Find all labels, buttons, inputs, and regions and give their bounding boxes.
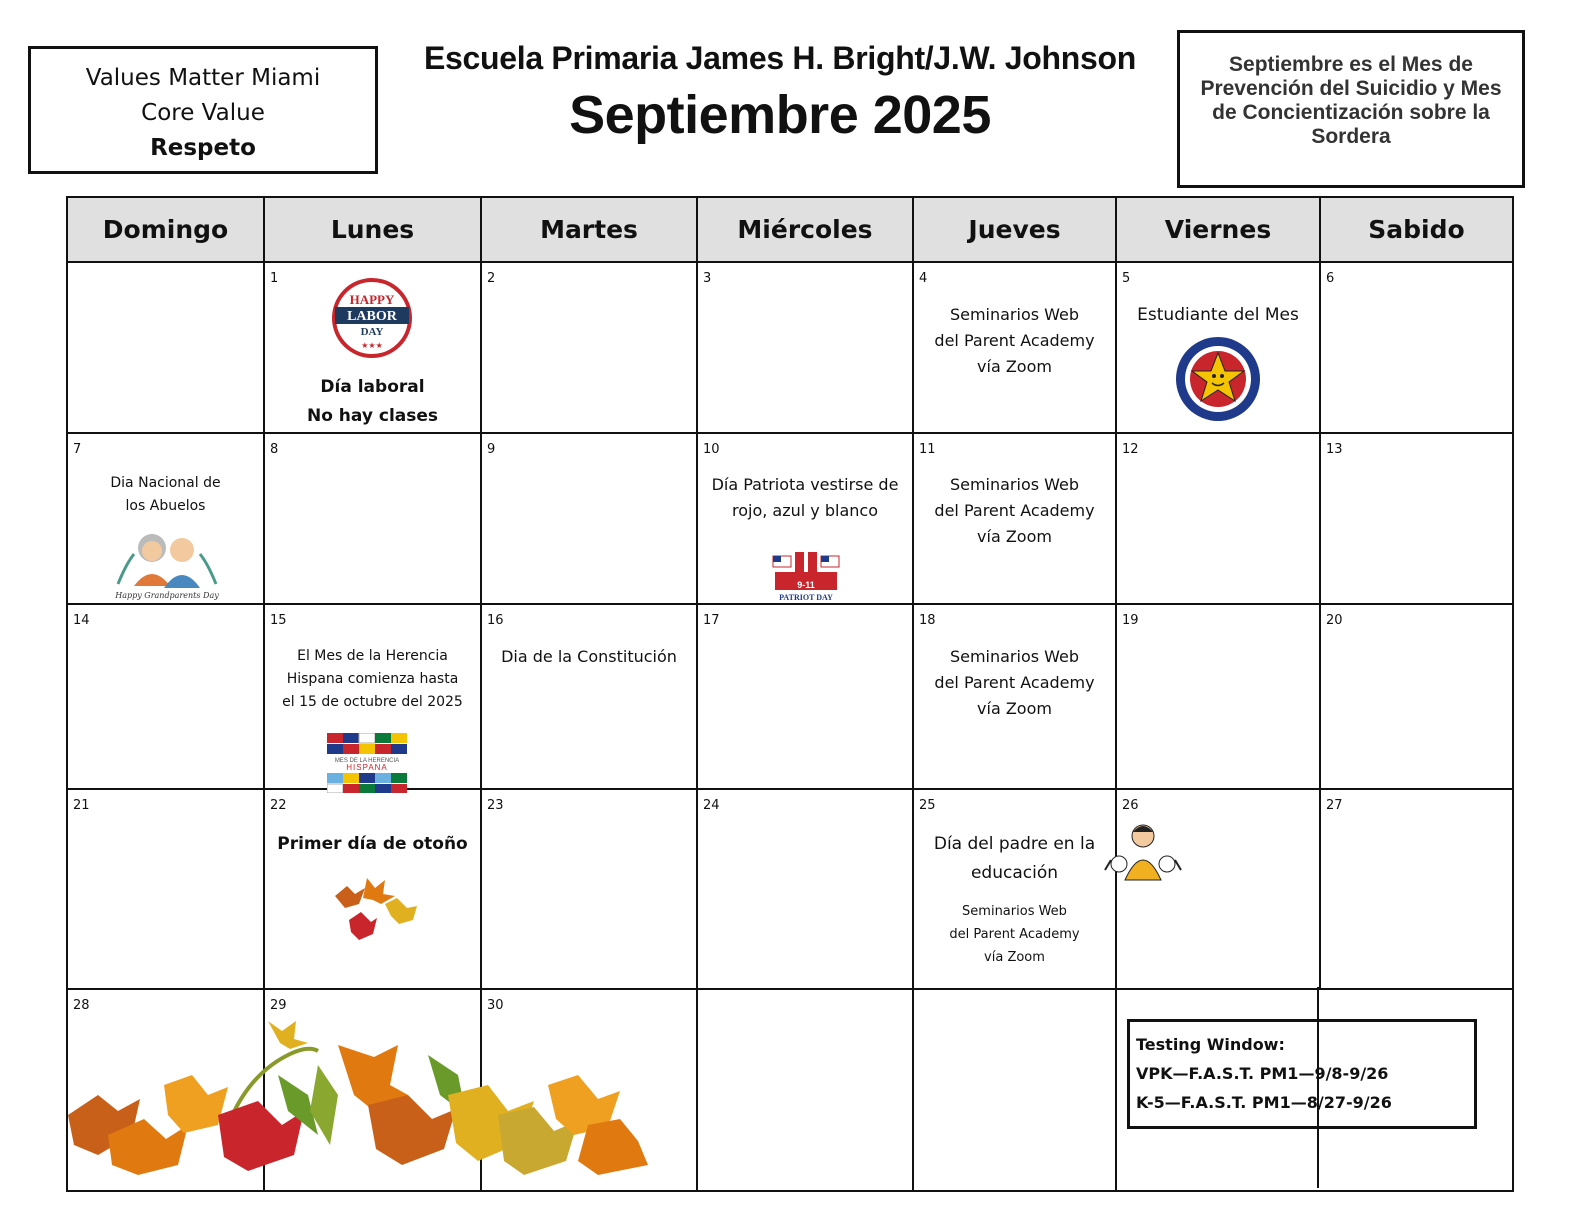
svg-text:LABOR: LABOR bbox=[347, 309, 397, 324]
patriot-line: rojo, azul y blanco bbox=[732, 501, 878, 520]
webinar-line: del Parent Academy bbox=[934, 331, 1095, 350]
autumn-first-day-label: Primer día de otoño bbox=[277, 834, 468, 854]
day-cell-12 bbox=[1116, 433, 1320, 604]
day-number: 11 bbox=[919, 442, 936, 457]
testing-window-vpk: VPK—F.A.S.T. PM1—9/8-9/26 bbox=[1136, 1064, 1389, 1083]
student-of-month-label: Estudiante del Mes bbox=[1137, 305, 1299, 325]
day-number: 7 bbox=[73, 442, 82, 457]
weekday-tuesday: Martes bbox=[481, 197, 697, 262]
father-line: educación bbox=[970, 863, 1059, 883]
day-cell-7 bbox=[67, 433, 264, 604]
no-classes-label: No hay clases bbox=[306, 406, 439, 426]
father-education-day-text bbox=[914, 830, 1115, 888]
day-number: 9 bbox=[487, 442, 496, 457]
autumn-leaves-border-icon bbox=[68, 1015, 650, 1177]
day-cell-empty bbox=[67, 262, 264, 433]
svg-text:PATRIOT DAY: PATRIOT DAY bbox=[779, 593, 833, 602]
month-title: Septiembre 2025 bbox=[569, 85, 991, 145]
grandparents-line: Dia Nacional de bbox=[110, 475, 221, 491]
day-number: 18 bbox=[919, 613, 936, 628]
day-number: 26 bbox=[1122, 798, 1139, 813]
day-number: 4 bbox=[919, 271, 928, 286]
day-cell-8 bbox=[264, 433, 481, 604]
webinar-line: Seminarios Web bbox=[962, 904, 1067, 919]
day-cell-27 bbox=[1320, 789, 1513, 989]
testing-window-box bbox=[1127, 1019, 1477, 1129]
day-cell-23 bbox=[481, 789, 697, 989]
weekday-header-row bbox=[67, 197, 1513, 262]
day-cell-4 bbox=[913, 262, 1116, 433]
webinar-line: Seminarios Web bbox=[949, 647, 1080, 666]
week-row bbox=[67, 433, 1513, 604]
labor-day-text bbox=[265, 373, 480, 431]
webinar-line: del Parent Academy bbox=[934, 673, 1095, 692]
svg-text:DAY: DAY bbox=[360, 326, 384, 338]
father-line: Día del padre en la bbox=[933, 834, 1096, 854]
webinar-line: vía Zoom bbox=[977, 527, 1052, 546]
hispanic-line: el 15 de octubre del 2025 bbox=[282, 694, 463, 710]
day-cell-5 bbox=[1116, 262, 1320, 433]
hispanic-flags-icon bbox=[327, 733, 407, 793]
day-number: 6 bbox=[1326, 271, 1335, 286]
webinar-line: Seminarios Web bbox=[949, 305, 1080, 324]
webinar-line: del Parent Academy bbox=[949, 927, 1080, 942]
day-number: 13 bbox=[1326, 442, 1343, 457]
core-value-line1: Values Matter Miami bbox=[85, 65, 321, 91]
patriot-day-towers-icon bbox=[771, 546, 841, 604]
day-number: 28 bbox=[73, 998, 90, 1013]
day-cell-6 bbox=[1320, 262, 1513, 433]
day-cell-11 bbox=[913, 433, 1116, 604]
school-title: Escuela Primaria James H. Bright/J.W. Johnson bbox=[423, 40, 1137, 76]
day-number: 10 bbox=[703, 442, 720, 457]
testing-window-k5: K-5—F.A.S.T. PM1—8/27-9/26 bbox=[1136, 1093, 1392, 1112]
day-cell-15 bbox=[264, 604, 481, 789]
day-cell-16 bbox=[481, 604, 697, 789]
webinar-line: vía Zoom bbox=[977, 699, 1052, 718]
student-of-month-star-icon bbox=[1174, 335, 1262, 423]
day-number: 19 bbox=[1122, 613, 1139, 628]
day-cell-empty bbox=[697, 989, 913, 1191]
day-number: 12 bbox=[1122, 442, 1139, 457]
week-row bbox=[67, 789, 1513, 989]
day-cell-empty bbox=[913, 989, 1116, 1191]
day-cell-1 bbox=[264, 262, 481, 433]
awareness-box bbox=[1177, 30, 1525, 188]
webinar-line: Seminarios Web bbox=[949, 475, 1080, 494]
day-cell-20 bbox=[1320, 604, 1513, 789]
day-number: 8 bbox=[270, 442, 279, 457]
constitution-day-label: Dia de la Constitución bbox=[501, 647, 677, 666]
svg-text:HISPANA: HISPANA bbox=[346, 763, 388, 772]
day-cell-10 bbox=[697, 433, 913, 604]
day-number: 29 bbox=[270, 998, 287, 1013]
webinar-line: del Parent Academy bbox=[934, 501, 1095, 520]
webinar-event bbox=[914, 644, 1115, 722]
hispanic-line: El Mes de la Herencia bbox=[297, 648, 448, 664]
day-number: 14 bbox=[73, 613, 90, 628]
awareness-text: Septiembre es el Mes de Prevención del Suicidio y Mes de Concientización sobre la Sordera bbox=[1200, 53, 1502, 148]
day-cell-21 bbox=[67, 789, 264, 989]
day-cell-13 bbox=[1320, 433, 1513, 604]
day-number: 17 bbox=[703, 613, 720, 628]
weekday-monday: Lunes bbox=[264, 197, 481, 262]
weekday-saturday: Sabido bbox=[1320, 197, 1513, 262]
webinar-event bbox=[914, 900, 1115, 969]
hispanic-heritage-text bbox=[265, 645, 480, 714]
webinar-event bbox=[914, 302, 1115, 380]
svg-text:9-11: 9-11 bbox=[797, 580, 815, 590]
day-number: 2 bbox=[487, 271, 496, 286]
day-cell-19 bbox=[1116, 604, 1320, 789]
core-value-box bbox=[28, 46, 378, 174]
svg-text:★★★: ★★★ bbox=[361, 341, 383, 350]
day-number: 24 bbox=[703, 798, 720, 813]
day-number: 23 bbox=[487, 798, 504, 813]
day-number: 22 bbox=[270, 798, 287, 813]
labor-day-label: Día laboral bbox=[320, 377, 425, 397]
day-cell-17 bbox=[697, 604, 913, 789]
day-number: 21 bbox=[73, 798, 90, 813]
webinar-event bbox=[914, 472, 1115, 550]
svg-text:MES DE LA HERENCIA: MES DE LA HERENCIA bbox=[334, 758, 400, 764]
day-cell-25 bbox=[913, 789, 1116, 989]
day-number: 25 bbox=[919, 798, 936, 813]
core-value-line2: Core Value bbox=[141, 100, 265, 126]
grandparents-illustration-icon bbox=[112, 524, 222, 602]
labor-day-badge-icon bbox=[331, 277, 413, 359]
day-number: 3 bbox=[703, 271, 712, 286]
day-cell-3 bbox=[697, 262, 913, 433]
day-cell-14 bbox=[67, 604, 264, 789]
day-number: 15 bbox=[270, 613, 287, 628]
grandparents-line: los Abuelos bbox=[125, 498, 206, 514]
day-number: 30 bbox=[487, 998, 504, 1013]
svg-text:HAPPY: HAPPY bbox=[349, 292, 395, 307]
day-cell-22 bbox=[264, 789, 481, 989]
hispanic-line: Hispana comienza hasta bbox=[286, 671, 459, 687]
svg-text:Happy Grandparents Day: Happy Grandparents Day bbox=[115, 591, 219, 600]
weekday-wednesday: Miércoles bbox=[697, 197, 913, 262]
day-number: 27 bbox=[1326, 798, 1343, 813]
day-cell-9 bbox=[481, 433, 697, 604]
weekday-friday: Viernes bbox=[1116, 197, 1320, 262]
week-row bbox=[67, 262, 1513, 433]
autumn-leaves-icon bbox=[325, 874, 429, 954]
day-cell-2 bbox=[481, 262, 697, 433]
weekday-thursday: Jueves bbox=[913, 197, 1116, 262]
father-children-icon bbox=[1097, 820, 1189, 892]
core-value: Respeto bbox=[150, 135, 256, 161]
day-number: 5 bbox=[1122, 271, 1131, 286]
grandparents-day-text bbox=[68, 472, 263, 518]
testing-window-title: Testing Window: bbox=[1136, 1035, 1285, 1054]
weekday-sunday: Domingo bbox=[67, 197, 264, 262]
day-number: 1 bbox=[270, 271, 279, 286]
webinar-line: vía Zoom bbox=[977, 357, 1052, 376]
webinar-line: vía Zoom bbox=[984, 950, 1045, 965]
patriot-line: Día Patriota vestirse de bbox=[711, 475, 899, 494]
week-row bbox=[67, 604, 1513, 789]
patriot-day-text bbox=[698, 472, 912, 524]
day-cell-24 bbox=[697, 789, 913, 989]
day-number: 20 bbox=[1326, 613, 1343, 628]
day-cell-26 bbox=[1116, 789, 1320, 989]
day-cell-18 bbox=[913, 604, 1116, 789]
day-number: 16 bbox=[487, 613, 504, 628]
